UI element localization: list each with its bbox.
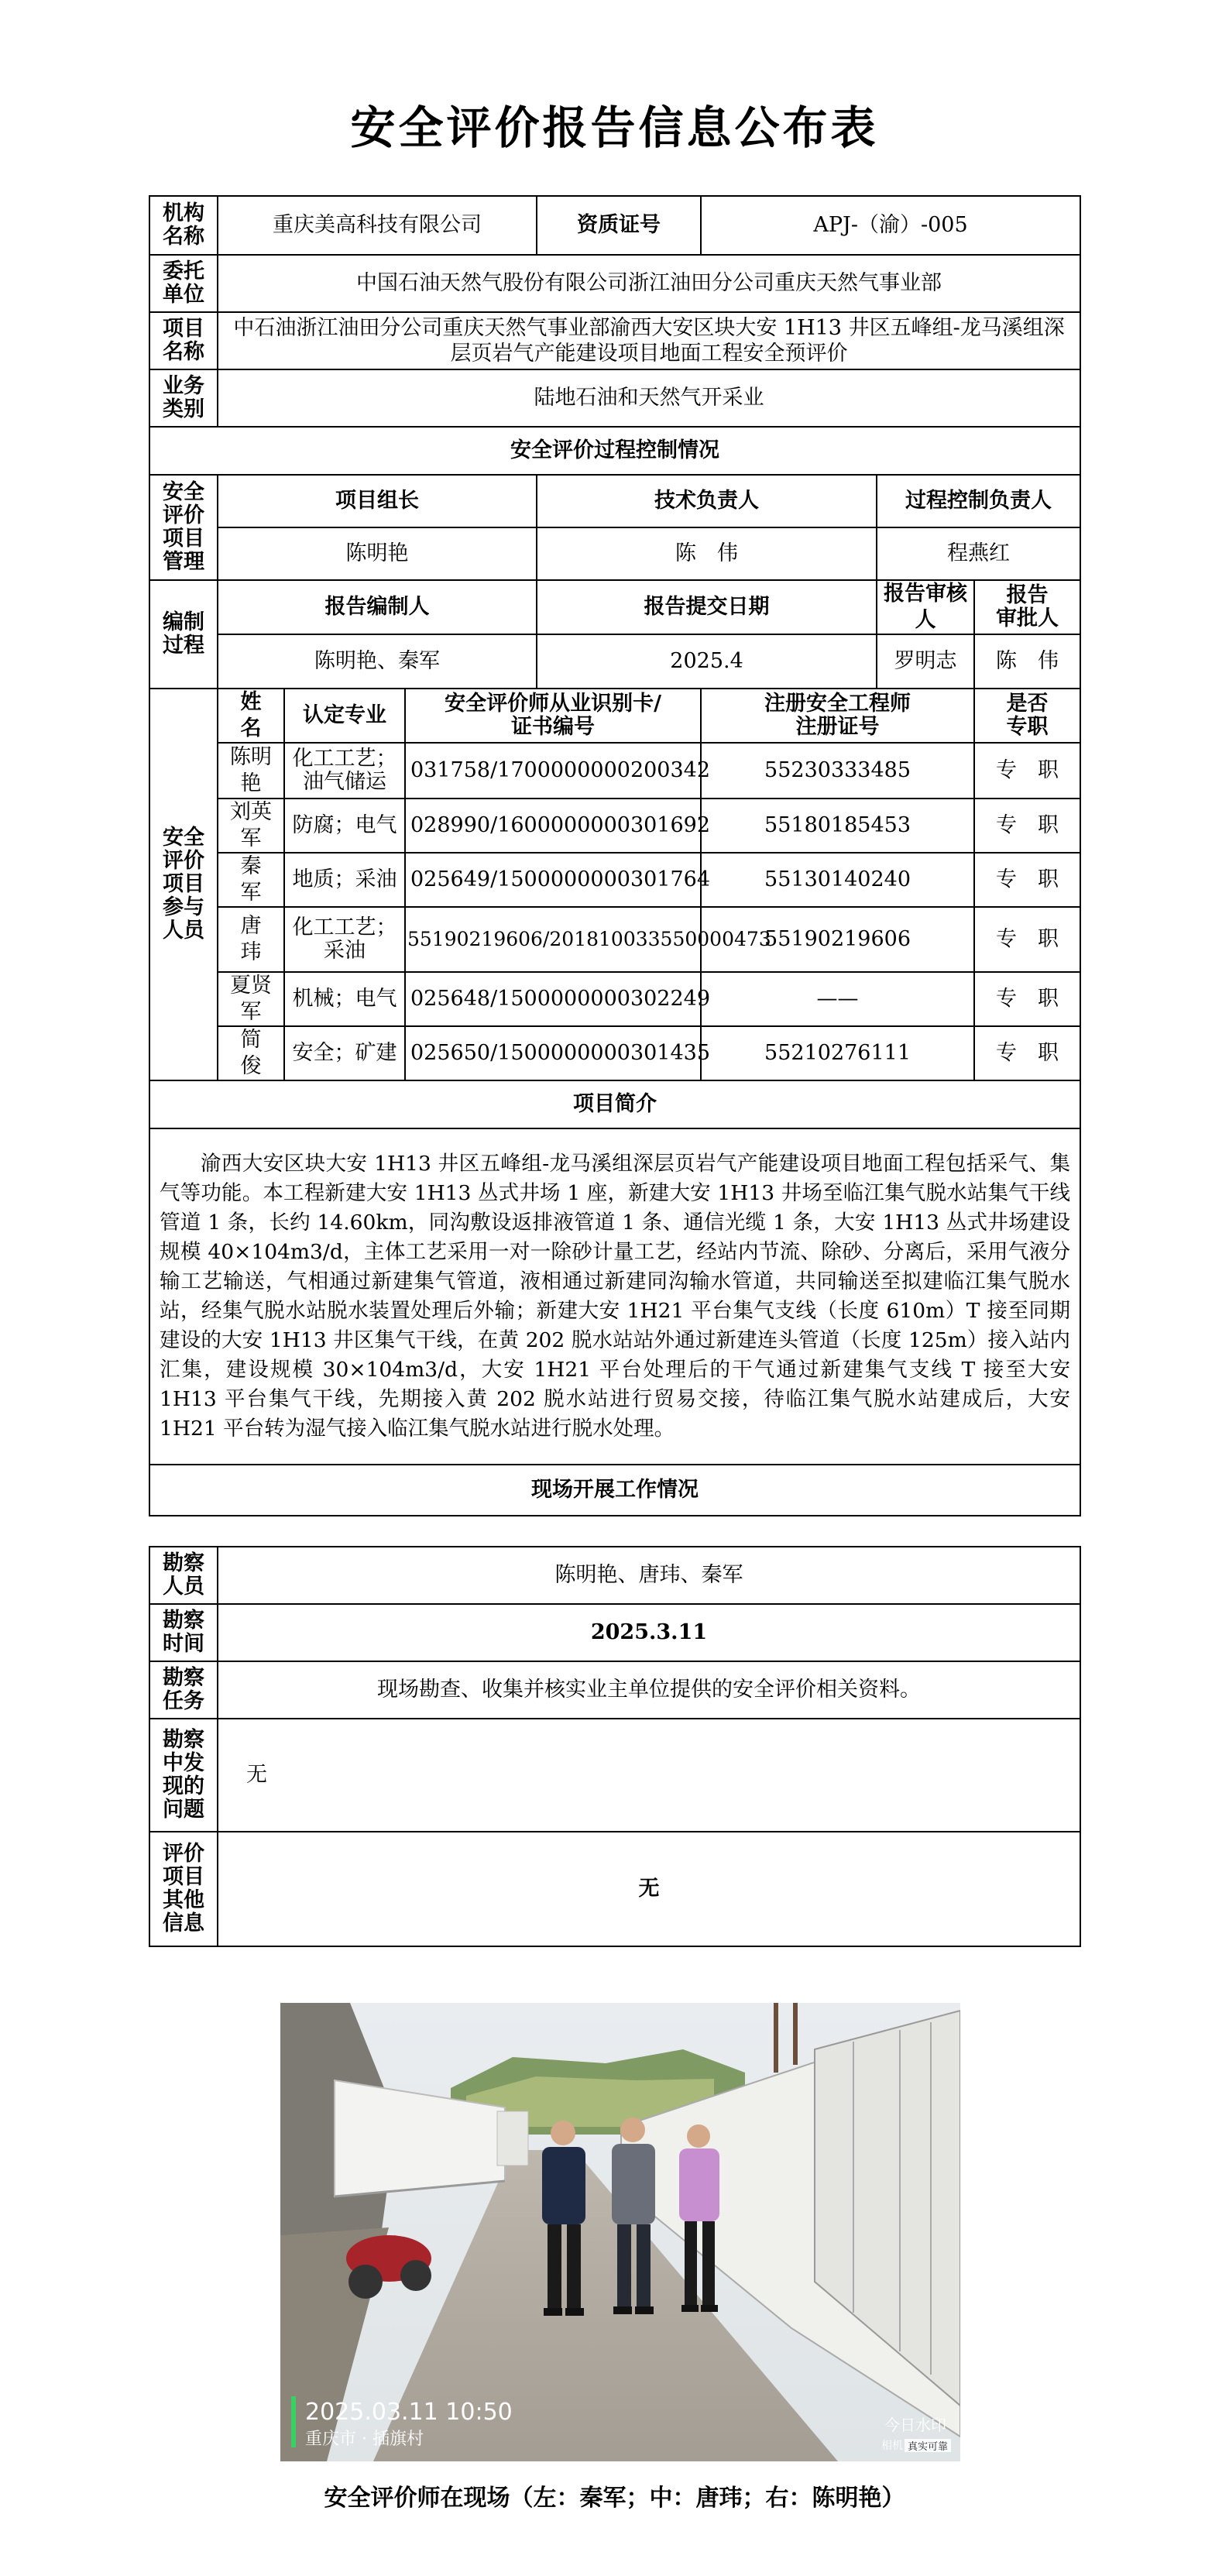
field-other-label: 评价 项目 其他 信息 bbox=[149, 1832, 218, 1946]
biz-label: 业务 类别 bbox=[149, 369, 218, 427]
compile-header-reviewer: 报告审核人 bbox=[877, 580, 974, 634]
member-card: 025648/1500000000302249 bbox=[405, 972, 701, 1026]
member-fulltime: 专 职 bbox=[974, 853, 1080, 907]
member-fulltime: 专 职 bbox=[974, 972, 1080, 1026]
intro-header: 项目简介 bbox=[149, 1080, 1080, 1128]
member-fulltime: 专 职 bbox=[974, 907, 1080, 972]
mgmt-value-row bbox=[149, 527, 1080, 580]
member-card: 028990/1600000000301692 bbox=[405, 799, 701, 853]
field-time: 2025.3.11 bbox=[218, 1604, 1080, 1661]
page-title: 安全评价报告信息公布表 bbox=[350, 101, 879, 154]
project-row bbox=[149, 312, 1080, 369]
members-header-fulltime: 是否 专职 bbox=[974, 689, 1080, 743]
member-card: 55190219606/201810033550000473 bbox=[405, 907, 701, 972]
watermark-camera: 相机 bbox=[881, 2440, 903, 2452]
member-row bbox=[149, 972, 1080, 1026]
member-reg: 55190219606 bbox=[701, 907, 974, 972]
members-header-major: 认定专业 bbox=[284, 689, 405, 743]
member-major: 安全；矿建 bbox=[284, 1026, 405, 1080]
compile-author: 陈明艳、秦军 bbox=[218, 634, 537, 689]
cert-label: 资质证号 bbox=[537, 196, 701, 255]
mgmt-process: 程燕红 bbox=[877, 527, 1080, 580]
member-row bbox=[149, 743, 1080, 799]
member-name: 简 俊 bbox=[218, 1026, 284, 1080]
member-name: 唐 玮 bbox=[218, 907, 284, 972]
field-other-row bbox=[149, 1832, 1080, 1946]
members-label: 安全 评价 项目 参与 人员 bbox=[149, 689, 218, 1080]
field-people-label: 勘察 人员 bbox=[149, 1547, 218, 1604]
site-photo bbox=[280, 2003, 960, 2461]
process-header: 安全评价过程控制情况 bbox=[149, 427, 1080, 475]
member-card: 031758/1700000000200342 bbox=[405, 743, 701, 799]
compile-reviewer: 罗明志 bbox=[877, 634, 974, 689]
client-row bbox=[149, 255, 1080, 312]
field-task: 现场勘查、收集并核实业主单位提供的安全评价相关资料。 bbox=[218, 1661, 1080, 1719]
members-header-reg: 注册安全工程师 注册证号 bbox=[701, 689, 974, 743]
field-time-label: 勘察 时间 bbox=[149, 1604, 218, 1661]
member-reg: 55180185453 bbox=[701, 799, 974, 853]
member-row bbox=[149, 799, 1080, 853]
compile-header-row bbox=[149, 580, 1080, 634]
member-major: 防腐；电气 bbox=[284, 799, 405, 853]
field-issues-row bbox=[149, 1719, 1080, 1832]
member-reg: 55210276111 bbox=[701, 1026, 974, 1080]
member-fulltime: 专 职 bbox=[974, 1026, 1080, 1080]
compile-label: 编制 过程 bbox=[149, 580, 218, 689]
member-reg: 55230333485 bbox=[701, 743, 974, 799]
field-people: 陈明艳、唐玮、秦军 bbox=[218, 1547, 1080, 1604]
mgmt-header-process: 过程控制负责人 bbox=[877, 475, 1080, 527]
member-major: 化工工艺； 采油 bbox=[284, 907, 405, 972]
field-people-row bbox=[149, 1547, 1080, 1604]
watermark-brand: 今日水印 bbox=[884, 2416, 946, 2434]
member-row bbox=[149, 1026, 1080, 1080]
member-row bbox=[149, 853, 1080, 907]
member-name: 秦 军 bbox=[218, 853, 284, 907]
member-name: 陈明艳 bbox=[218, 743, 284, 799]
project-name: 中石油浙江油田分公司重庆天然气事业部渝西大安区块大安 1H13 井区五峰组-龙马溪组深层页岩气产能建设项目地面工程安全预评价 bbox=[218, 312, 1080, 369]
member-name: 夏贤军 bbox=[218, 972, 284, 1026]
biz-category: 陆地石油和天然气开采业 bbox=[218, 369, 1080, 427]
field-task-row bbox=[149, 1661, 1080, 1719]
mgmt-header-tech: 技术负责人 bbox=[537, 475, 877, 527]
member-card: 025649/1500000000301764 bbox=[405, 853, 701, 907]
compile-header-author: 报告编制人 bbox=[218, 580, 537, 634]
member-name: 刘英军 bbox=[218, 799, 284, 853]
member-major: 化工工艺； 油气储运 bbox=[284, 743, 405, 799]
member-fulltime: 专 职 bbox=[974, 799, 1080, 853]
mgmt-leader: 陈明艳 bbox=[218, 527, 537, 580]
client-label: 委托 单位 bbox=[149, 255, 218, 312]
mgmt-header-leader: 项目组长 bbox=[218, 475, 537, 527]
intro-header-row bbox=[149, 1080, 1080, 1128]
field-header-row bbox=[149, 1465, 1080, 1516]
project-label: 项目 名称 bbox=[149, 312, 218, 369]
member-card: 025650/1500000000301435 bbox=[405, 1026, 701, 1080]
field-task-label: 勘察 任务 bbox=[149, 1661, 218, 1719]
intro-row bbox=[149, 1128, 1080, 1465]
process-header-row bbox=[149, 427, 1080, 475]
compile-header-date: 报告提交日期 bbox=[537, 580, 877, 634]
field-issues-label: 勘察 中发 现的 问题 bbox=[149, 1719, 218, 1832]
compile-value-row bbox=[149, 634, 1080, 689]
field-time-row bbox=[149, 1604, 1080, 1661]
member-reg: —— bbox=[701, 972, 974, 1026]
members-header-card: 安全评价师从业识别卡/ 证书编号 bbox=[405, 689, 701, 743]
field-header: 现场开展工作情况 bbox=[149, 1465, 1080, 1516]
member-major: 机械；电气 bbox=[284, 972, 405, 1026]
mgmt-header-row bbox=[149, 475, 1080, 527]
photo-location: 重庆市 · 插旗村 bbox=[305, 2430, 424, 2449]
field-other: 无 bbox=[218, 1832, 1080, 1946]
members-header-row bbox=[149, 689, 1080, 743]
photo-caption: 安全评价师在现场（左：秦军；中：唐玮；右：陈明艳） bbox=[324, 2485, 905, 2512]
compile-header-approver: 报告 审批人 bbox=[974, 580, 1080, 634]
member-row bbox=[149, 907, 1080, 972]
compile-date: 2025.4 bbox=[537, 634, 877, 689]
field-table bbox=[149, 1546, 1081, 1947]
info-table bbox=[149, 195, 1081, 1516]
mgmt-tech: 陈 伟 bbox=[537, 527, 877, 580]
org-row bbox=[149, 196, 1080, 255]
member-major: 地质；采油 bbox=[284, 853, 405, 907]
members-header-name: 姓 名 bbox=[218, 689, 284, 743]
member-reg: 55130140240 bbox=[701, 853, 974, 907]
project-intro: 渝西大安区块大安 1H13 井区五峰组-龙马溪组深层页岩气产能建设项目地面工程包括采气、集气等功能。本工程新建大安 1H13 丛式井场 1 座，新建大安 1H13 井场至临江集气脱水站集气干线管道 1 条，长约 14.60km，同沟敷设返排液管道 1 条、通信光缆 1 条，大安 1H13 丛式井场建设规模 40×104m3/d，主体工艺采用一对一除砂计量工艺，经站内节流、除砂、分离后，采用气液分输工艺输送，气相通过新建集气管道，液相通过新建同沟输水管道，共同输送至拟建临江集气脱水站，经集气脱水站脱水装置处理后外输；新建大安 1H21 平台集气支线（长度 610m）T 接至同期建设的大安 1H13 井区集气干线，在黄 202 脱水站站外通过新建连头管道（长度 125m）接入站内汇集，建设规模 30×104m3/d，大安 1H21 平台处理后的干气通过新建集气支线 T 接至大安 1H13 平台集气干线，先期接入黄 202 脱水站进行贸易交接，待临江集气脱水站建成后，大安 1H21 平台转为湿气接入临江集气脱水站进行脱水处理。 bbox=[160, 1152, 1071, 1441]
org-name: 重庆美高科技有限公司 bbox=[218, 196, 537, 255]
field-issues: 无 bbox=[218, 1719, 1080, 1832]
org-label: 机构 名称 bbox=[149, 196, 218, 255]
compile-approver: 陈 伟 bbox=[974, 634, 1080, 689]
biz-row bbox=[149, 369, 1080, 427]
mgmt-label: 安全 评价 项目 管理 bbox=[149, 475, 218, 580]
member-fulltime: 专 职 bbox=[974, 743, 1080, 799]
photo-timestamp: 2025.03.11 10:50 bbox=[305, 2399, 513, 2426]
cert-no: APJ-（渝）-005 bbox=[701, 196, 1080, 255]
client-name: 中国石油天然气股份有限公司浙江油田分公司重庆天然气事业部 bbox=[218, 255, 1080, 312]
watermark-badge: 真实可靠 bbox=[908, 2441, 949, 2453]
